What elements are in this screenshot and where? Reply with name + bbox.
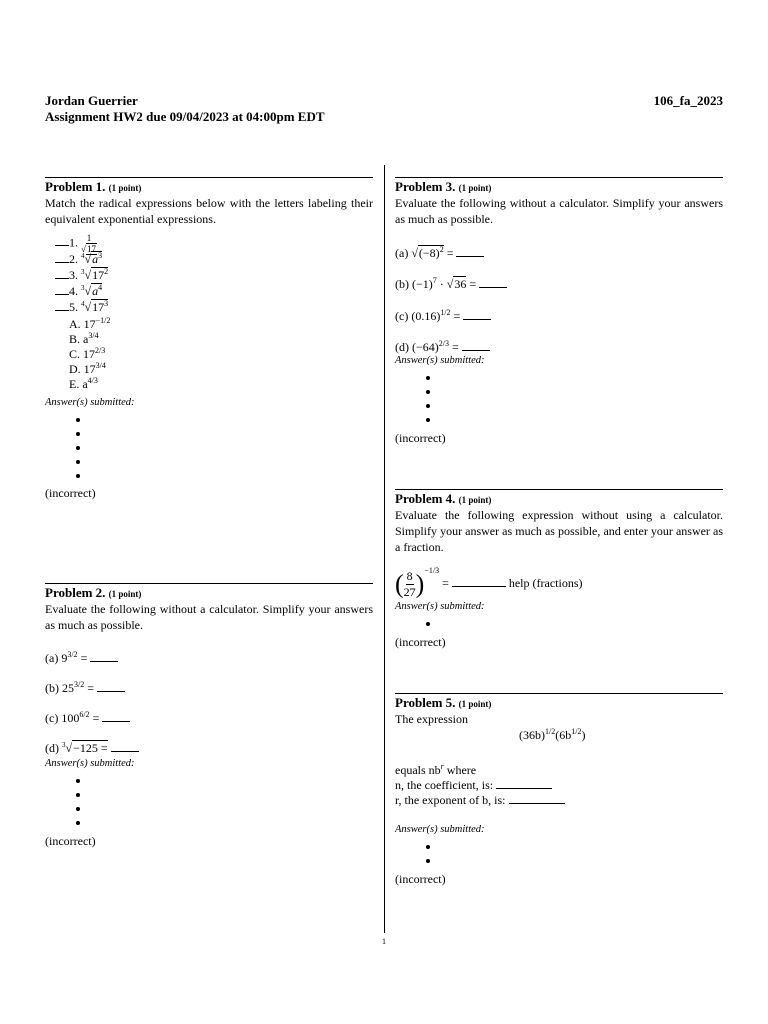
problem-2-points: (1 point) — [108, 589, 142, 599]
bullet — [76, 432, 80, 436]
problem-4-text: Evaluate the following expression without using a calculator. Simplify your answer as much as possible, and enter your answer as a fraction. — [395, 508, 723, 554]
bullet — [76, 821, 80, 825]
option-b: B. $a^{3/4}$ — [69, 331, 99, 346]
bullet — [76, 418, 80, 422]
option-c: C. $17^{2/3}$ — [69, 346, 106, 361]
problem-5-equals: equals $nb^r$ where — [395, 762, 477, 777]
column-divider — [384, 165, 385, 933]
option-d: D. $17^{3/4}$ — [69, 361, 106, 376]
student-name: Jordan Guerrier — [45, 93, 138, 108]
problem-2-title: Problem 2. — [45, 585, 106, 600]
problem-5-points: (1 point) — [458, 699, 492, 709]
bullet — [426, 390, 430, 394]
problem-5 — [395, 693, 723, 727]
problem-5-expression: $(36b)^{1/2}(6b^{1/2})$ — [519, 727, 586, 742]
problem-4-submitted-label: Answer(s) submitted: — [395, 601, 485, 612]
bullet — [76, 807, 80, 811]
problem-5-submitted-label: Answer(s) submitted: — [395, 824, 485, 835]
problem-3-part-a[interactable]: (a) $√(-8)^2$ = — [395, 245, 484, 261]
bullet — [426, 622, 430, 626]
course-code: 106_fa_2023 — [653, 93, 723, 108]
problem-2 — [45, 583, 373, 633]
problem-3-title: Problem 3. — [395, 179, 456, 194]
match-item-4[interactable]: 4. $^3√a^4$ — [55, 283, 102, 299]
problem-3-points: (1 point) — [458, 183, 492, 193]
problem-1-text: Match the radical expressions below with the letters labeling their equivalent exponential expressions. — [45, 196, 373, 226]
problem-2-part-b[interactable]: (b) $25^{3/2}$ = — [45, 680, 125, 696]
problem-1 — [45, 177, 373, 227]
problem-3-status: (incorrect) — [395, 431, 446, 445]
problem-4-title: Problem 4. — [395, 491, 456, 506]
problem-2-text: Evaluate the following without a calculator. Simplify your answers as much as possible. — [45, 602, 373, 632]
page-number: 1 — [382, 937, 386, 946]
match-item-3[interactable]: 3. $^3√17^2$ — [55, 267, 108, 283]
bullet — [426, 859, 430, 863]
bullet — [76, 474, 80, 478]
bullet — [426, 404, 430, 408]
option-a: A. $17^{-1/2}$ — [69, 316, 111, 331]
bullet — [426, 376, 430, 380]
match-item-1[interactable]: 1. $\frac{1}{√17}$ — [55, 233, 97, 254]
problem-3-part-c[interactable]: (c) $(0.16)^{1/2}$ = — [395, 308, 491, 324]
problem-2-submitted-label: Answer(s) submitted: — [45, 758, 135, 769]
bullet — [76, 460, 80, 464]
problem-4-status: (incorrect) — [395, 635, 446, 649]
problem-3-part-d[interactable]: (d) $(-64)^{2/3}$ = — [395, 339, 490, 355]
problem-5-text: The expression — [395, 712, 468, 726]
match-item-2[interactable]: 2. $^4√a^3$ — [55, 251, 102, 267]
problem-1-status: (incorrect) — [45, 486, 96, 500]
problem-5-title: Problem 5. — [395, 695, 456, 710]
assignment-title: Assignment HW2 due 09/04/2023 at 04:00pm EDT — [45, 109, 325, 124]
bullet — [76, 446, 80, 450]
option-e: E. $a^{4/3}$ — [69, 376, 98, 391]
help-fractions-link[interactable]: help (fractions) — [508, 576, 583, 590]
problem-2-status: (incorrect) — [45, 834, 96, 848]
problem-1-submitted-label: Answer(s) submitted: — [45, 397, 135, 408]
bullet — [426, 845, 430, 849]
problem-1-points: (1 point) — [108, 183, 142, 193]
problem-4-points: (1 point) — [458, 495, 492, 505]
problem-5-status: (incorrect) — [395, 872, 446, 886]
problem-3 — [395, 177, 723, 227]
problem-3-text: Evaluate the following without a calculator. Simplify your answers as much as possible. — [395, 196, 723, 226]
problem-2-part-d[interactable]: (d) $^3$√−125 = — [45, 741, 139, 756]
problem-5-n-field[interactable]: n, the coefficient, is: — [395, 778, 552, 793]
problem-4 — [395, 489, 723, 555]
bullet — [76, 793, 80, 797]
problem-3-submitted-label: Answer(s) submitted: — [395, 355, 485, 366]
bullet — [76, 779, 80, 783]
bullet — [426, 418, 430, 422]
problem-4-expression[interactable]: ( $\frac{8}{27}$ )$^{-1/3}$ = help (fractions) — [395, 566, 583, 599]
problem-2-part-c[interactable]: (c) $100^{6/2}$ = — [45, 710, 130, 726]
problem-5-r-field[interactable]: r, the exponent of b, is: — [395, 793, 565, 808]
problem-1-title: Problem 1. — [45, 179, 106, 194]
problem-2-part-a[interactable]: (a) $9^{3/2}$ = — [45, 650, 118, 666]
match-item-5[interactable]: 5. $^4√17^3$ — [55, 299, 108, 315]
problem-3-part-b[interactable]: (b) $(-1)^7 \cdot √36$ = — [395, 276, 507, 292]
